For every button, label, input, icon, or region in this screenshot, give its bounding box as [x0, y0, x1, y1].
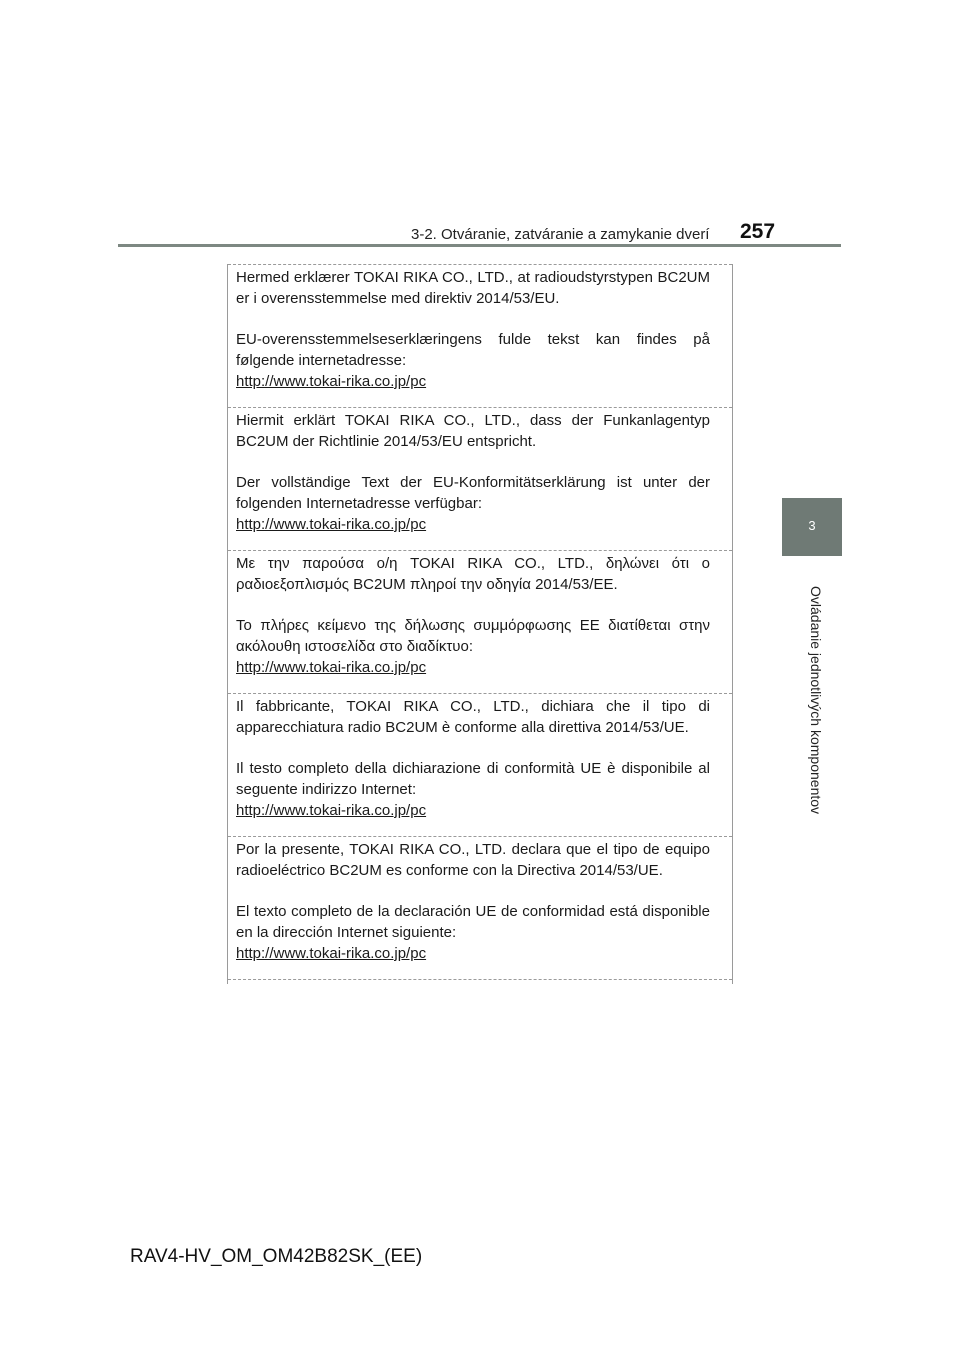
declaration-german: [228, 407, 732, 550]
section-title: 3-2. Otváranie, zatváranie a zamykanie dverí: [411, 226, 710, 243]
page-number: 257: [740, 220, 776, 243]
declaration-link[interactable]: http://www.tokai-rika.co.jp/pc: [236, 516, 427, 533]
declaration-info: Der vollständige Text der EU-Konformitätserklärung ist unter der folgenden Internetadresse verfügbar:: [236, 474, 710, 512]
chapter-tab: [782, 498, 842, 556]
declaration-info: EU-overensstemmelseserklæringens fulde tekst kan findes på følgende internetadresse:: [236, 331, 710, 369]
declaration-greek: [228, 550, 732, 693]
declaration-statement: Με την παρούσα ο/η TOKAI RIKA CO., LTD., δηλώνει ότι ο ραδιοεξοπλισμός BC2UM πληροί την οδηγία 2014/53/ΕΕ.: [236, 555, 710, 593]
declaration-statement: Hiermit erklärt TOKAI RIKA CO., LTD., dass der Funkanlagentyp BC2UM der Richtlinie 2014/53/EU entspricht.: [236, 412, 710, 450]
declaration-link[interactable]: http://www.tokai-rika.co.jp/pc: [236, 945, 427, 962]
declaration-link[interactable]: http://www.tokai-rika.co.jp/pc: [236, 373, 427, 390]
declaration-spanish: [228, 836, 732, 980]
chapter-label: Ovládanie jednotlivých komponentov: [808, 586, 824, 815]
header-divider: [118, 244, 841, 247]
declaration-statement: Hermed erklærer TOKAI RIKA CO., LTD., at radioudstyrstypen BC2UM er i overensstemmelse med direktiv 2014/53/EU.: [236, 269, 710, 307]
declaration-info: Il testo completo della dichiarazione di conformità UE è disponibile al seguente indirizzo Internet:: [236, 760, 710, 798]
declaration-statement: Por la presente, TOKAI RIKA CO., LTD. declara que el tipo de equipo radioeléctrico BC2UM es conforme con la Directiva 2014/53/UE.: [236, 841, 710, 879]
declaration-statement: Il fabbricante, TOKAI RIKA CO., LTD., dichiara che il tipo di apparecchiatura radio BC2UM è conforme alla direttiva 2014/53/UE.: [236, 698, 710, 736]
declaration-link[interactable]: http://www.tokai-rika.co.jp/pc: [236, 802, 427, 819]
declaration-italian: [228, 693, 732, 836]
chapter-number: 3: [808, 518, 816, 533]
declaration-box: [227, 264, 733, 984]
declaration-danish: [228, 264, 732, 407]
declaration-info: El texto completo de la declaración UE de conformidad está disponible en la dirección Internet siguiente:: [236, 903, 710, 941]
document-code: RAV4-HV_OM_OM42B82SK_(EE): [130, 1246, 423, 1267]
declaration-info: Το πλήρες κείμενο της δήλωσης συμμόρφωσης ΕΕ διατίθεται στην ακόλουθη ιστοσελίδα στο διαδίκτυο:: [236, 617, 710, 655]
declaration-link[interactable]: http://www.tokai-rika.co.jp/pc: [236, 659, 427, 676]
